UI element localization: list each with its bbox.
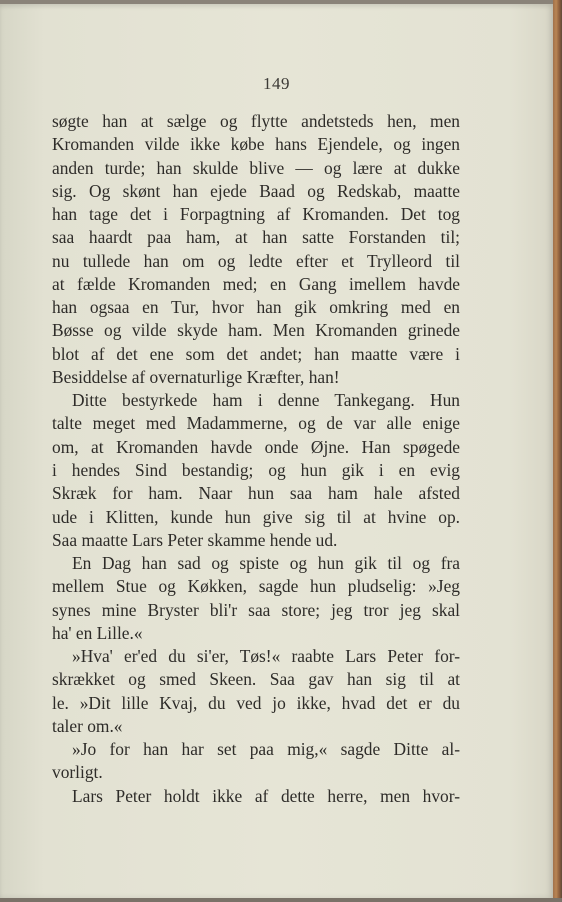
text-line: ha' en Lille.« (52, 622, 143, 643)
text-line: synes mine Bryster bli'r saa store; jeg tror jeg skal (52, 599, 460, 620)
text-line: Saa maatte Lars Peter skamme hende ud. (52, 529, 338, 550)
text-line: Ditte bestyrkede ham i denne Tankegang. Hun (72, 390, 460, 411)
text-line: En Dag han sad og spiste og hun gik til og fra (72, 553, 460, 574)
text-line: sig. Og skønt han ejede Baad og Redskab, maatte (52, 180, 460, 201)
text-line: nu tullede han om og ledte efter et Trylleord til (52, 250, 460, 271)
text-line: i hendes Sind bestandig; og hun gik i en evig (52, 459, 460, 480)
text-line: Skræk for ham. Naar hun saa ham hale afsted (52, 483, 460, 504)
text-line: talte meget med Madammerne, og de var alle enige (52, 413, 460, 434)
text-line: vorligt. (52, 762, 103, 783)
text-line: han ogsaa en Tur, hvor han gik omkring med en (52, 297, 460, 318)
text-line: om, at Kromanden havde onde Øjne. Han spøgede (52, 436, 460, 457)
text-line: søgte han at sælge og flytte andetsteds hen, men (52, 111, 460, 131)
text-line: at fælde Kromanden med; en Gang imellem havde (52, 273, 460, 294)
text-line: le. »Dit lille Kvaj, du ved jo ikke, hvad det er du (52, 692, 460, 713)
text-line: taler om.« (52, 715, 123, 736)
text-line: skrækket og smed Skeen. Saa gav han sig til at (52, 669, 460, 690)
page-paper (0, 4, 553, 898)
text-line: blot af det ene som det andet; han maatte være i (52, 343, 460, 364)
text-line: Besiddelse af overnaturlige Kræfter, han! (52, 366, 340, 387)
page-number: 149 (263, 74, 290, 93)
text-line: »Hva' er'ed du si'er, Tøs!« raabte Lars Peter for- (72, 646, 460, 667)
text-line: saa haardt paa ham, at han satte Forstanden til; (52, 227, 460, 248)
book-spine-edge (553, 0, 562, 902)
text-line: mellem Stue og Køkken, sagde hun pludselig: »Jeg (52, 576, 460, 597)
page-bottom-edge (0, 898, 562, 902)
body-text (52, 110, 460, 808)
text-line: Bøsse og vilde skyde ham. Men Kromanden grinede (52, 320, 460, 341)
text-line: han tage det i Forpagtning af Kromanden. Det tog (52, 204, 460, 225)
text-line: Kromanden vilde ikke købe hans Ejendele, og ingen (52, 134, 460, 155)
text-line: »Jo for han har set paa mig,« sagde Ditte al- (72, 739, 460, 760)
text-line: ude i Klitten, kunde hun give sig til at hvine op. (52, 506, 460, 527)
text-line: Lars Peter holdt ikke af dette herre, men hvor- (72, 785, 460, 806)
text-line: anden turde; han skulde blive — og lære at dukke (52, 157, 460, 178)
